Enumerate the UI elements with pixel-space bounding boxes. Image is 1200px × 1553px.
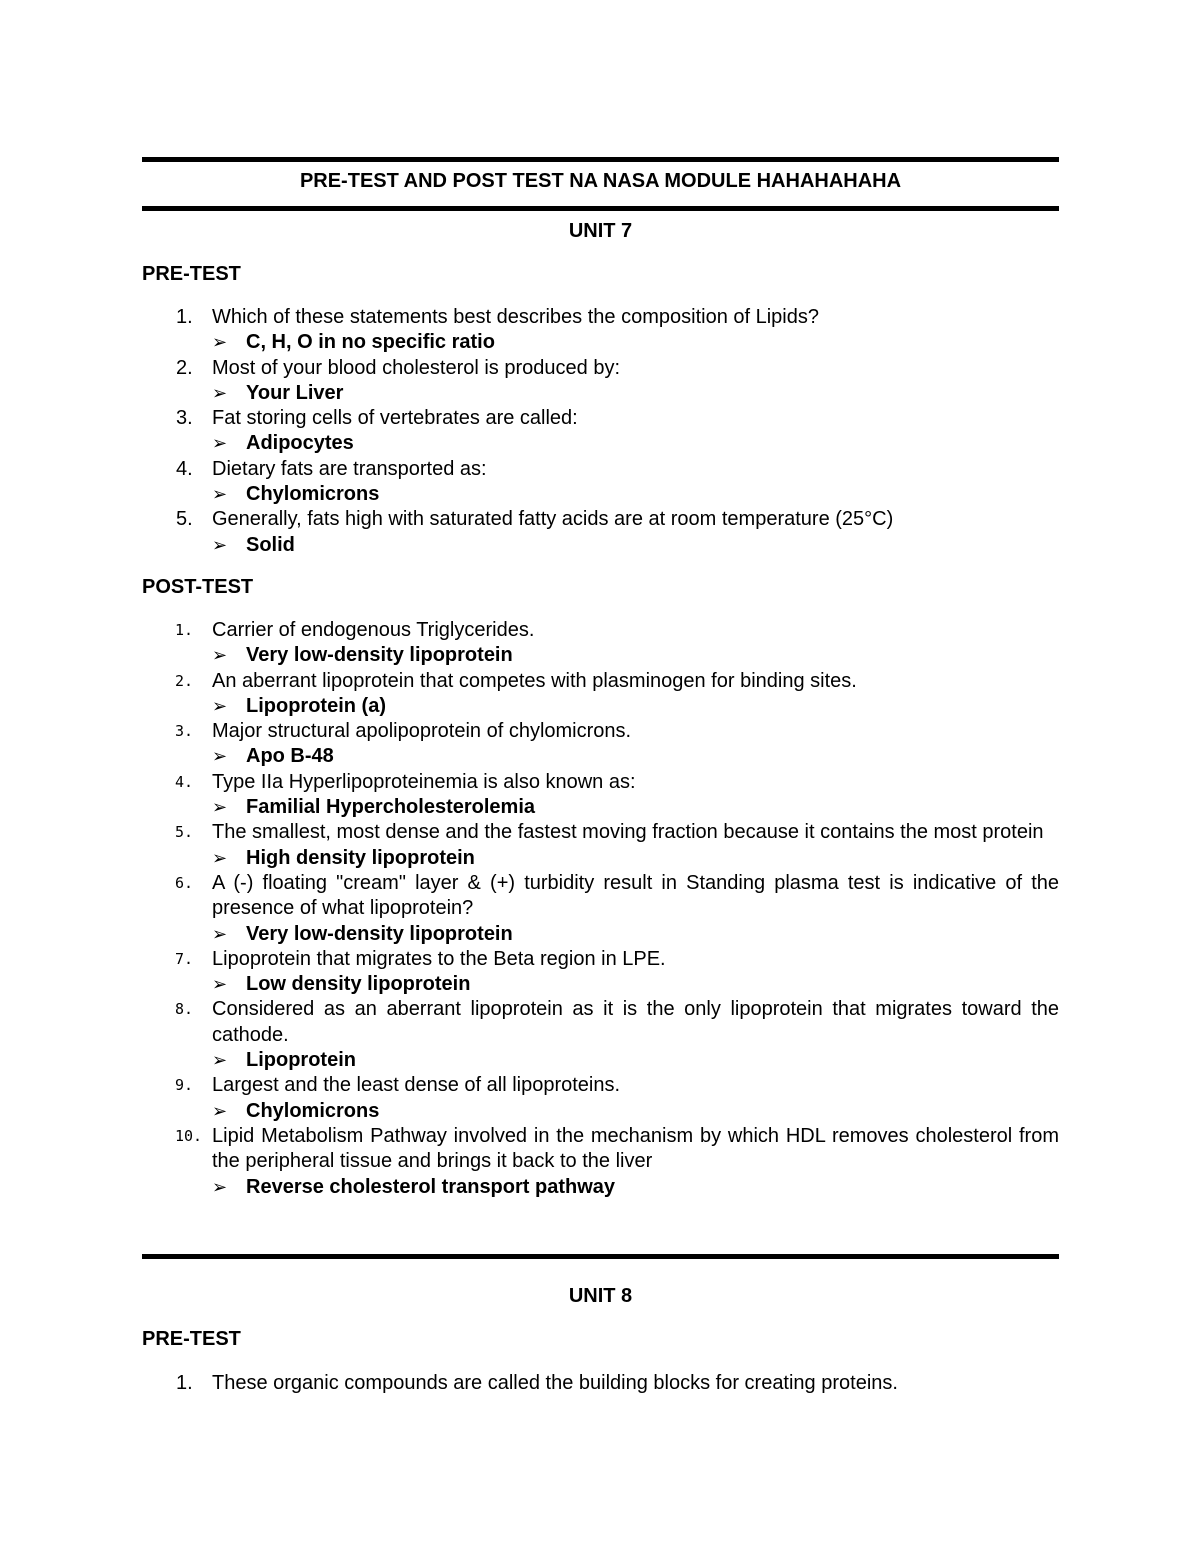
question-item xyxy=(142,1073,1059,1124)
question-text: An aberrant lipoprotein that competes with plasminogen for binding sites. xyxy=(212,669,857,692)
question-item xyxy=(142,669,1059,720)
unit-7-posttest-list xyxy=(142,618,1059,1200)
answer-line xyxy=(212,1175,1059,1200)
question-item xyxy=(142,1371,1059,1396)
unit-7-pretest-list xyxy=(142,305,1059,558)
answer-line xyxy=(212,1048,1059,1073)
question-number: 2. xyxy=(175,671,194,690)
answer-line xyxy=(212,431,1059,456)
question-text: A (-) floating "cream" layer & (+) turbidity result in Standing plasma test is indicative of the presence of what lipoprotein? xyxy=(212,871,1059,920)
answer-text: Lipoprotein (a) xyxy=(246,694,386,717)
answer-line xyxy=(212,381,1059,406)
answer-text: Lipoprotein xyxy=(246,1049,356,1072)
question-number: 4. xyxy=(175,772,194,791)
question-number: 5. xyxy=(175,823,194,842)
question-text: Largest and the least dense of all lipoproteins. xyxy=(212,1074,621,1097)
answer-text: Apo B-48 xyxy=(246,745,334,768)
question-number: 1. xyxy=(175,621,194,639)
answer-text: Adipocytes xyxy=(246,432,354,455)
arrow-bullet-icon: ➢ xyxy=(212,797,228,819)
answer-line xyxy=(212,1099,1059,1124)
question-number: 1. xyxy=(176,1372,193,1394)
unit-8-pretest-list xyxy=(142,1371,1059,1396)
answer-text: Chylomicrons xyxy=(246,1099,380,1122)
question-number: 1. xyxy=(176,306,193,328)
arrow-bullet-icon: ➢ xyxy=(212,534,228,556)
question-number: 8. xyxy=(175,1000,194,1019)
answer-line xyxy=(212,482,1059,507)
arrow-bullet-icon: ➢ xyxy=(212,847,228,869)
question-number: 4. xyxy=(176,457,193,480)
question-text: Which of these statements best describes the composition of Lipids? xyxy=(212,306,819,328)
arrow-bullet-icon: ➢ xyxy=(212,695,228,717)
answer-text: Very low-density lipoprotein xyxy=(246,644,513,667)
question-text: Carrier of endogenous Triglycerides. xyxy=(212,619,535,641)
answer-line xyxy=(212,744,1059,769)
answer-text: Very low-density lipoprotein xyxy=(246,922,513,945)
unit-7-posttest-heading: POST-TEST xyxy=(142,576,254,598)
document-title: PRE-TEST AND POST TEST NA NASA MODULE HAHAHAHAHA xyxy=(299,170,902,192)
answer-line xyxy=(212,846,1059,871)
answer-line xyxy=(212,922,1059,947)
arrow-bullet-icon: ➢ xyxy=(212,433,228,455)
question-number: 3. xyxy=(175,722,194,741)
arrow-bullet-icon: ➢ xyxy=(212,484,228,506)
question-number: 7. xyxy=(175,949,194,968)
question-item xyxy=(142,997,1059,1073)
question-item xyxy=(142,457,1059,508)
question-item xyxy=(142,305,1059,356)
question-text: Generally, fats high with saturated fatty acids are at room temperature (25°C) xyxy=(212,508,894,531)
arrow-bullet-icon: ➢ xyxy=(212,382,228,404)
answer-line xyxy=(212,330,1059,355)
arrow-bullet-icon: ➢ xyxy=(212,1100,228,1122)
answer-line xyxy=(212,643,1059,668)
question-text: Dietary fats are transported as: xyxy=(212,457,487,480)
answer-text: Chylomicrons xyxy=(246,483,380,506)
answer-text: Reverse cholesterol transport pathway xyxy=(246,1175,616,1198)
answer-text: Familial Hypercholesterolemia xyxy=(246,796,536,819)
answer-text: C, H, O in no specific ratio xyxy=(246,331,495,354)
question-text: Major structural apolipoprotein of chylomicrons. xyxy=(212,720,632,743)
arrow-bullet-icon: ➢ xyxy=(212,1050,228,1072)
arrow-bullet-icon: ➢ xyxy=(212,1176,228,1198)
question-item xyxy=(142,356,1059,407)
arrow-bullet-icon: ➢ xyxy=(212,923,228,945)
question-text: These organic compounds are called the building blocks for creating proteins. xyxy=(212,1372,898,1394)
question-item xyxy=(142,947,1059,998)
question-item xyxy=(142,820,1059,871)
question-item xyxy=(142,770,1059,821)
unit-8-heading: UNIT 8 xyxy=(568,1285,633,1307)
question-item xyxy=(142,618,1059,669)
unit-7-heading: UNIT 7 xyxy=(568,220,633,242)
arrow-bullet-icon: ➢ xyxy=(212,746,228,768)
title-rule xyxy=(142,206,1059,211)
question-text: Lipoprotein that migrates to the Beta region in LPE. xyxy=(212,947,666,970)
question-item xyxy=(142,406,1059,457)
question-item xyxy=(142,1124,1059,1200)
unit-divider-rule xyxy=(142,1254,1059,1259)
answer-text: High density lipoprotein xyxy=(246,846,475,869)
question-item xyxy=(142,719,1059,770)
arrow-bullet-icon: ➢ xyxy=(212,645,228,667)
question-text: Type IIa Hyperlipoproteinemia is also known as: xyxy=(212,770,636,793)
unit-7-pretest-heading: PRE-TEST xyxy=(142,263,241,285)
answer-line xyxy=(212,972,1059,997)
top-rule xyxy=(142,157,1059,162)
question-item xyxy=(142,507,1059,558)
question-number: 9. xyxy=(175,1076,194,1095)
answer-text: Solid xyxy=(246,533,295,556)
question-number: 6. xyxy=(175,873,194,892)
question-text: Lipid Metabolism Pathway involved in the mechanism by which HDL removes cholesterol from the peripheral tissue and brings it back to the liver xyxy=(212,1124,1059,1173)
question-item xyxy=(142,871,1059,947)
question-text: Considered as an aberrant lipoprotein as it is the only lipoprotein that migrates toward the cathode. xyxy=(212,998,1059,1046)
answer-line xyxy=(212,533,1059,558)
question-number: 3. xyxy=(176,407,193,430)
arrow-bullet-icon: ➢ xyxy=(212,332,228,354)
answer-line xyxy=(212,694,1059,719)
question-number: 5. xyxy=(176,508,193,531)
question-text: Most of your blood cholesterol is produced by: xyxy=(212,356,620,379)
answer-text: Your Liver xyxy=(246,381,344,404)
question-text: Fat storing cells of vertebrates are called: xyxy=(212,407,578,430)
unit-8-pretest-heading: PRE-TEST xyxy=(142,1328,241,1350)
question-text: The smallest, most dense and the fastest moving fraction because it contains the most protein xyxy=(212,821,1044,844)
question-number: 2. xyxy=(176,356,193,379)
question-number: 10. xyxy=(175,1126,203,1145)
answer-line xyxy=(212,795,1059,820)
arrow-bullet-icon: ➢ xyxy=(212,974,228,996)
answer-text: Low density lipoprotein xyxy=(246,973,471,996)
